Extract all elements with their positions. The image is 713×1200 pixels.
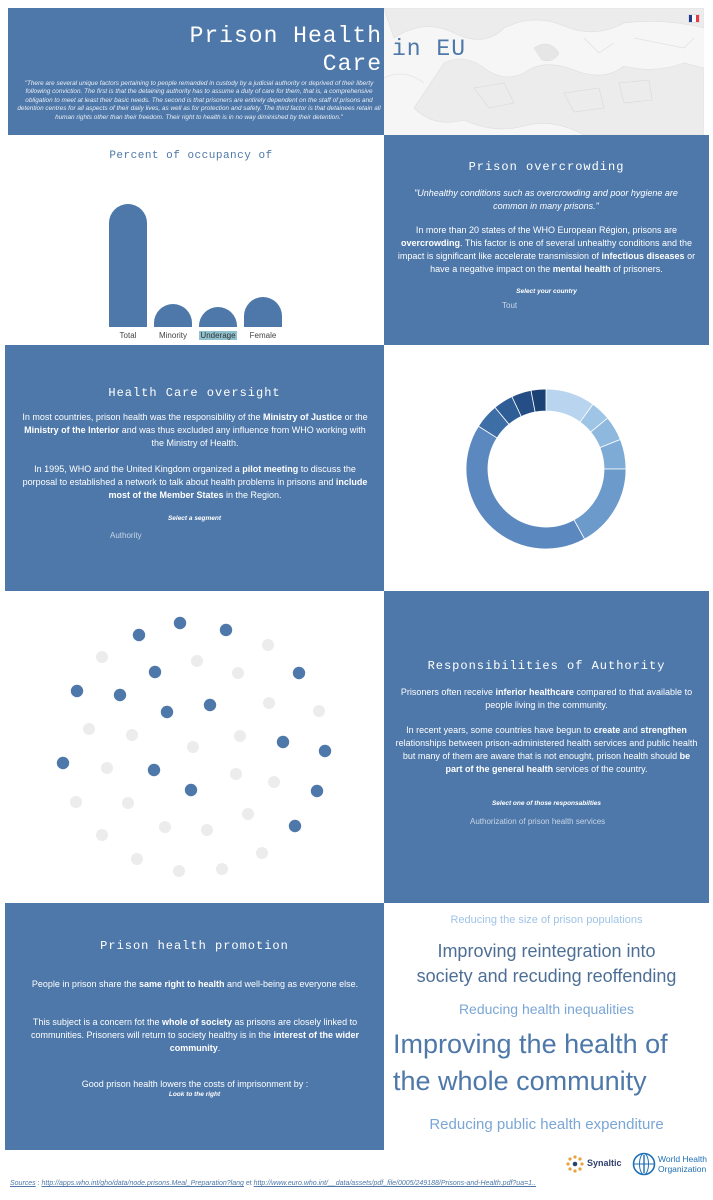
bar-female[interactable] (244, 297, 282, 327)
responsibilities-paragraph-1 (394, 686, 699, 712)
responsibilities-title: Responsibilities of Authority (427, 659, 666, 673)
bubble[interactable] (268, 776, 280, 788)
text-run: In 1995, WHO and the United Kingdom organized a (34, 464, 243, 474)
occupancy-bar-chart[interactable] (96, 200, 296, 346)
sources-and: et (243, 1180, 254, 1187)
header-quote: "There are several unique factors pertaining to people remanded in custody by a judicial authority or deprived of their liberty following conviction. The first is that the detaining authority has to assume a duty of care for them, that is, a comprehensive obligation to meet at least their basic needs. The second is that prisoners are entirely dependent on the staff of prisons and detention centres for all aspects of their daily lives, as well as for protection and safety. The third factor is that detainees retain all human rights other than their freedom. Their right to health is in no way diminished by their detention." (17, 80, 381, 121)
bubble[interactable] (126, 729, 138, 741)
bubble[interactable] (101, 762, 113, 774)
word-cloud-item[interactable]: Reducing the size of prison populations (450, 914, 643, 926)
bubble[interactable] (201, 824, 213, 836)
text-emphasis: infectious diseases (601, 251, 685, 261)
text-run: as prisons are closely linked to communities. Prisoners will return to society healthy is in the (30, 1017, 358, 1040)
bubble[interactable] (131, 853, 143, 865)
bubble[interactable] (173, 865, 185, 877)
text-emphasis: create (593, 725, 621, 735)
word-cloud-item[interactable]: Reducing public health expenditure (429, 1116, 664, 1133)
overcrowding-title: Prison overcrowding (468, 160, 625, 174)
text-emphasis: Ministry of the Interior (24, 425, 120, 435)
bubble[interactable] (216, 863, 228, 875)
sources-label: Sources (10, 1180, 36, 1187)
text-emphasis: include most of the Member States (108, 477, 368, 500)
bubble-selected[interactable] (174, 617, 186, 629)
bubble[interactable] (230, 768, 242, 780)
bubble-selected[interactable] (149, 666, 161, 678)
bubble-selected[interactable] (148, 764, 160, 776)
tick-label-minority: Minority (158, 331, 187, 340)
bubble-selected[interactable] (220, 624, 232, 636)
text-emphasis: mental health (552, 264, 611, 274)
france-flag-icon[interactable] (688, 14, 700, 23)
bar-total[interactable] (109, 204, 147, 327)
bubble[interactable] (256, 847, 268, 859)
bubble-selected[interactable] (289, 820, 301, 832)
tick-label-total: Total (119, 331, 137, 340)
tick-label-female: Female (249, 331, 277, 340)
text-run: This subject is a concern fot the (32, 1017, 162, 1027)
occupancy-chart-title: Percent of occupancy of (109, 150, 273, 162)
text-run: of prisoners. (610, 264, 663, 274)
text-run: In more than 20 states of the WHO European Région, prisons are (415, 225, 678, 235)
text-run: . This factor is one of several unhealthy conditions and the impact is significant like accelerate transmission of (397, 238, 692, 261)
bubble-selected[interactable] (319, 745, 331, 757)
bubble[interactable] (234, 730, 246, 742)
bubble-selected[interactable] (133, 629, 145, 641)
country-select[interactable]: Tout (502, 301, 518, 310)
page-title-tail: in EU (392, 36, 467, 62)
promotion-paragraph-3: Good prison health lowers the costs of imprisonment by : (81, 1079, 309, 1089)
promotion-paragraph-2 (25, 1016, 365, 1055)
responsibility-select[interactable]: Authorization of prison health services (470, 817, 606, 826)
bubble[interactable] (159, 821, 171, 833)
bubble-selected[interactable] (311, 785, 323, 797)
sources-footer (10, 1180, 536, 1187)
bubble-selected[interactable] (57, 757, 69, 769)
donut-segment[interactable] (466, 426, 585, 549)
donut-segment[interactable] (574, 469, 626, 539)
europe-map-background (384, 8, 704, 135)
overcrowding-body (394, 224, 699, 276)
page-title: Prison Health Care (189, 23, 382, 77)
bubble-selected[interactable] (293, 667, 305, 679)
text-emphasis: whole of society (162, 1017, 233, 1027)
text-run: compared to that available to people living in the community. (485, 687, 693, 710)
text-emphasis: strengthen (640, 725, 687, 735)
overcrowding-quote: "Unhealthy conditions such as overcrowding and poor hygiene are common in many prisons." (414, 188, 678, 211)
text-emphasis: interest of the wider community (169, 1030, 360, 1053)
responsibility-select-label: Select one of those responsabilties (491, 800, 602, 807)
text-emphasis: inferior healthcare (495, 687, 574, 697)
who-logo-text-line-2: Organization (658, 1164, 707, 1174)
promotion-hint: Look to the right (168, 1091, 221, 1098)
promotion-title: Prison health promotion (100, 939, 289, 953)
bubble[interactable] (187, 741, 199, 753)
text-run: services of the country. (553, 764, 648, 774)
bubble[interactable] (96, 651, 108, 663)
text-run: and was thus excluded any influence from WHO working with the Ministry of Health. (119, 425, 366, 448)
word-cloud-item[interactable]: Improving the health of (393, 1029, 668, 1059)
source-link-2[interactable]: http://www.euro.who.int/__data/assets/pdf_file/0005/249188/Prisons-and-Health.pdf?ua=1.. (253, 1180, 536, 1187)
oversight-paragraph-1 (20, 411, 370, 450)
responsibilities-bubble-chart[interactable] (40, 605, 350, 885)
bubble[interactable] (313, 705, 325, 717)
bubble-selected[interactable] (204, 699, 216, 711)
text-run: In recent years, some countries have begun to (406, 725, 594, 735)
word-cloud-item[interactable]: the whole community (393, 1066, 647, 1096)
text-emphasis: pilot meeting (242, 464, 299, 474)
oversight-paragraph-2 (20, 463, 370, 502)
responsibilities-paragraph-2 (394, 724, 699, 776)
source-link-1[interactable]: http://apps.who.int/gho/data/node.prisons.Meal_Preparation?lang (41, 1180, 244, 1187)
word-cloud-item[interactable]: society and recuding reoffending (416, 966, 677, 986)
bubble[interactable] (96, 829, 108, 841)
bar-underage[interactable] (199, 307, 237, 327)
bar-minority[interactable] (154, 304, 192, 327)
text-run: and well-being as everyone else. (224, 979, 359, 989)
text-run: or have a negative impact on the (430, 251, 696, 274)
sources-separator: : (35, 1180, 40, 1187)
bubble[interactable] (70, 796, 82, 808)
bubble-selected[interactable] (185, 784, 197, 796)
text-run: and (620, 725, 641, 735)
bubble[interactable] (122, 797, 134, 809)
text-run: People in prison share the (31, 979, 139, 989)
text-run: or the (342, 412, 368, 422)
oversight-title: Health Care oversight (108, 386, 281, 400)
tick-label-underage: Underage (200, 331, 236, 340)
flag-stripe-red (696, 15, 699, 22)
synaltic-logo-text: Synaltic (587, 1158, 622, 1168)
text-run: in the Region. (223, 490, 282, 500)
text-run: to discuss the porposal to established a network to talk about health problems in prisons and (22, 464, 356, 487)
bubble[interactable] (263, 697, 275, 709)
synaltic-logo-icon (565, 1154, 585, 1174)
country-select-label: Select your country (516, 288, 577, 295)
bubble[interactable] (191, 655, 203, 667)
segment-select[interactable]: Authority (110, 531, 142, 540)
bubble[interactable] (262, 639, 274, 651)
word-cloud-item[interactable]: Improving reintegration into (437, 941, 656, 961)
authority-donut-chart[interactable] (455, 378, 637, 560)
bubble-selected[interactable] (277, 736, 289, 748)
text-emphasis: overcrowding (401, 238, 461, 248)
text-emphasis: same right to health (138, 979, 225, 989)
who-logo-icon (632, 1152, 656, 1176)
text-emphasis: be part of the general health (445, 751, 691, 774)
bubble-selected[interactable] (71, 685, 83, 697)
text-run: . (217, 1043, 221, 1053)
text-emphasis: Ministry of Justice (263, 412, 343, 422)
word-cloud-item[interactable]: Reducing health inequalities (458, 1001, 635, 1017)
bubble-selected[interactable] (161, 706, 173, 718)
segment-select-label: Select a segment (167, 515, 222, 522)
promotion-paragraph-1 (25, 978, 365, 991)
bubble-selected[interactable] (114, 689, 126, 701)
text-run: In most countries, prison health was the responsibility of the (22, 412, 264, 422)
who-logo-text-line-1: World Health (658, 1154, 707, 1164)
text-run: Prisoners often receive (400, 687, 496, 697)
bubble[interactable] (242, 808, 254, 820)
text-run: relationships between prison-administered health services and public health but many of them are aware that is not enought, prison health should (395, 738, 698, 761)
bubble[interactable] (83, 723, 95, 735)
bubble[interactable] (232, 667, 244, 679)
